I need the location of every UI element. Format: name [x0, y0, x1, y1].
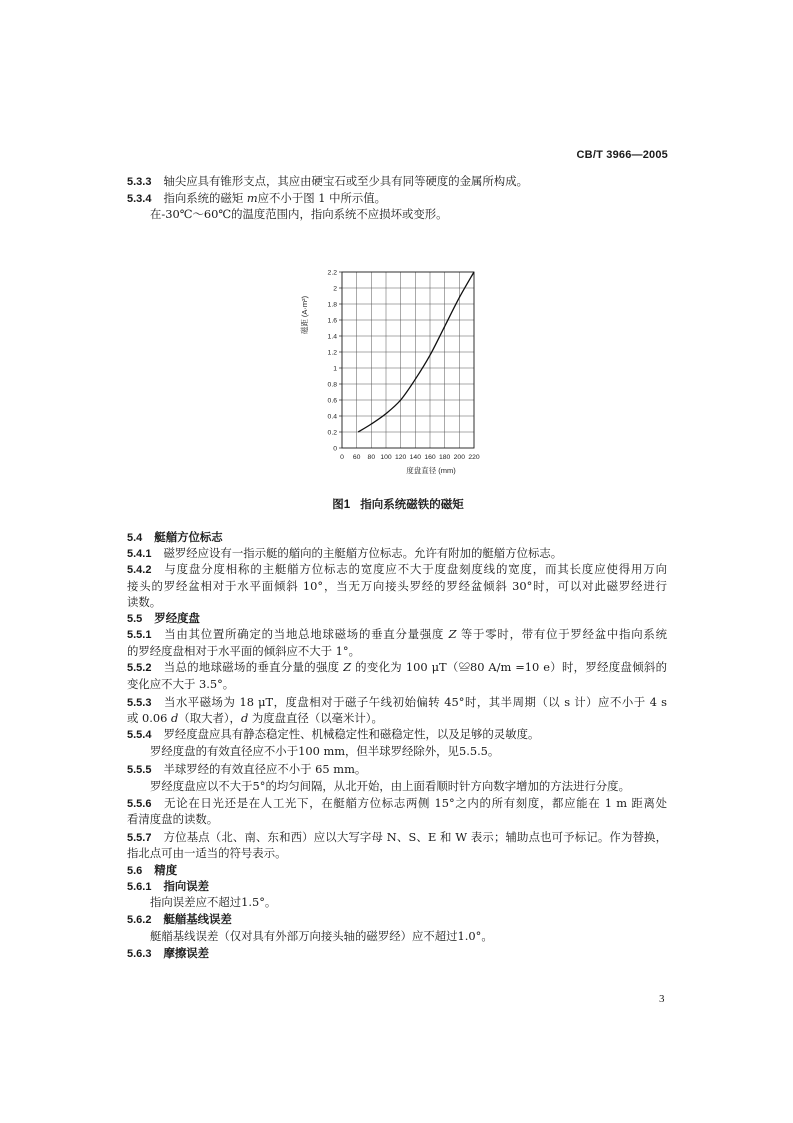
- clause-text: 艇艏基线误差（仅对具有外部万向接头轴的磁罗经）应不超过1.0°。: [150, 929, 493, 943]
- clause-5-5-6-line2: [127, 811, 667, 828]
- y-tick-label: 1: [333, 365, 337, 373]
- clause-number: 5.5.1: [127, 629, 152, 641]
- clause-5-5-6: [127, 795, 667, 812]
- clause-text: 指北点可由一适当的符号表示。: [127, 846, 287, 860]
- clause-text: 为度盘直径（以毫米计）。: [248, 711, 383, 725]
- clause-text: 方位基点（北、南、东和西）应以大写字母 N、S、E 和 W 表示；辅助点也可予标记。作为替换，: [163, 830, 667, 844]
- page-number: 3: [659, 993, 665, 1005]
- clause-text: 的变化为 100 μT（≌80 A/m =10 e）时，罗经度盘倾斜的: [351, 660, 667, 674]
- clause-number: 5.3.3: [127, 176, 152, 188]
- clause-5-5-4: [127, 726, 667, 743]
- y-tick-label: 0: [333, 445, 337, 453]
- standard-code: CB/T 3966—2005: [576, 149, 668, 161]
- clause-text: 应不小于图 1 中所示值。: [257, 191, 387, 205]
- section-number: 5.6.3: [127, 948, 152, 960]
- y-tick-label: 2.2: [327, 269, 337, 277]
- clause-5-5-5: [127, 761, 667, 778]
- section-title: 罗经度盘: [154, 611, 200, 625]
- clause-number: 5.5.7: [127, 832, 152, 844]
- y-tick-label: 1.6: [327, 317, 337, 325]
- section-5-6-heading: [127, 862, 667, 879]
- clause-5-5-4-diameter: [150, 743, 667, 760]
- clause-text: 轴尖应具有锥形支点，其应由硬宝石或至少具有同等硬度的金属所构成。: [163, 174, 528, 188]
- x-axis-title: 度盘直径 (mm): [406, 466, 456, 475]
- x-tick-label: 180: [438, 454, 451, 461]
- clause-5-3-4-temperature: [150, 206, 667, 223]
- section-5-6-3-heading: [127, 945, 667, 962]
- y-axis-title: 磁距 (A·m²): [300, 295, 309, 335]
- clause-number: 5.3.4: [127, 193, 152, 205]
- clause-5-5-3: [127, 694, 667, 711]
- figure-caption-text: 指向系统磁铁的磁矩: [360, 497, 464, 511]
- clause-text: 在-30℃～60℃的温度范围内，指向系统不应损坏或变形。: [150, 207, 448, 221]
- section-number: 5.5: [127, 613, 143, 625]
- y-tick-label: 1.8: [327, 301, 337, 309]
- clause-text: 指向系统的磁矩: [163, 191, 247, 205]
- clause-number: 5.5.2: [127, 662, 152, 674]
- y-tick-label: 0.2: [327, 429, 337, 437]
- x-tick-label: 100: [380, 454, 392, 461]
- clause-5-5-1: [127, 626, 667, 643]
- section-title: 精度: [154, 863, 178, 877]
- clause-5-5-5-graduation: [150, 778, 667, 795]
- x-tick-label: 200: [453, 454, 466, 461]
- clause-5-5-7: [127, 829, 667, 846]
- x-tick-label: 0: [340, 454, 344, 461]
- clause-5-3-4: [127, 190, 667, 207]
- clause-text: 磁罗经应设有一指示艇的艏向的主艇艏方位标志。允许有附加的艇艏方位标志。: [163, 546, 563, 560]
- y-tick-label: 1.2: [327, 349, 337, 357]
- clause-5-5-3-line2: [127, 710, 667, 727]
- clause-5-5-2: [127, 659, 667, 676]
- clause-text: 与度盘分度相称的主艇艏方位标志的宽度应不大于度盘刻度线的宽度，而其长度应使得用万向: [163, 562, 667, 576]
- clause-number: 5.4.2: [127, 564, 152, 576]
- clause-text: 罗经度盘应具有静态稳定性、机械稳定性和磁稳定性，以及足够的灵敏度。: [163, 727, 540, 741]
- chart-grid: [342, 272, 474, 448]
- section-title: 艇艏基线误差: [163, 912, 232, 926]
- y-tick-label: 0.6: [327, 397, 337, 405]
- symbol-z: Z: [448, 627, 457, 641]
- x-tick-label: 220: [468, 454, 480, 461]
- x-tick-label: 60: [352, 454, 361, 461]
- clause-5-4-2-line2: [127, 578, 667, 595]
- clause-text: 当由其位置所确定的当地总地球磁场的垂直分量强度: [163, 627, 449, 641]
- symbol-z: Z: [343, 660, 352, 674]
- x-tick-label: 80: [367, 454, 376, 461]
- section-number: 5.6.2: [127, 914, 152, 926]
- x-tick-label: 160: [424, 454, 436, 461]
- clause-5-6-1: [150, 894, 667, 911]
- clause-5-5-1-line2: [127, 643, 667, 660]
- section-title: 摩擦误差: [163, 946, 210, 960]
- clause-text: 读数。: [127, 595, 162, 609]
- clause-text: 等于零时，带有位于罗经盆中指向系统: [456, 627, 667, 641]
- symbol-d: d: [171, 711, 179, 725]
- x-tick-label: 120: [394, 454, 407, 461]
- section-title: 艇艏方位标志: [154, 530, 223, 544]
- magnetic-moment-chart: [290, 258, 500, 484]
- section-5-4-heading: [127, 529, 667, 546]
- clause-5-5-2-line2: [127, 676, 667, 693]
- x-tick-label: 140: [409, 454, 422, 461]
- clause-number: 5.4.1: [127, 548, 152, 560]
- clause-text: 指向误差应不超过1.5°。: [150, 895, 277, 909]
- clause-number: 5.5.6: [127, 798, 152, 810]
- clause-5-4-1: [127, 545, 667, 562]
- symbol-m: m: [246, 191, 258, 205]
- section-number: 5.6.1: [127, 881, 152, 893]
- clause-5-6-2: [150, 928, 667, 945]
- clause-number: 5.5.5: [127, 764, 152, 776]
- y-tick-label: 0.8: [327, 381, 337, 389]
- clause-5-5-7-line2: [127, 845, 667, 862]
- clause-text: 接头的罗经盆相对于水平面倾斜 10°，当无万向接头罗经的罗经盆倾斜 30°时，可以对此磁罗经进行: [127, 579, 667, 593]
- clause-5-4-2: [127, 561, 667, 578]
- clause-text: 变化应不大于 3.5°。: [127, 677, 235, 691]
- section-number: 5.4: [127, 532, 143, 544]
- section-5-5-heading: [127, 610, 667, 627]
- section-5-6-2-heading: [127, 911, 667, 928]
- clause-text: 当水平磁场为 18 μT，度盘相对于磁子午线初始偏转 45°时，其半周期（以 s 计）应不小于 4 s: [163, 695, 667, 709]
- plot-frame: [342, 272, 474, 448]
- clause-text: 罗经度盘应以不大于5°的均匀间隔，从北开始，由上面看顺时针方向数字增加的方法进行分度。: [150, 779, 630, 793]
- clause-text: 罗经度盘的有效直径应不小于100 mm，但半球罗经除外，见5.5.5。: [150, 744, 500, 758]
- clause-5-4-2-line3: [127, 594, 667, 611]
- figure-caption: [248, 496, 548, 512]
- symbol-d: d: [240, 711, 249, 725]
- clause-text: 的罗经度盘相对于水平面的倾斜应不大于 1°。: [127, 644, 360, 658]
- figure-number: 图1: [332, 499, 351, 511]
- clause-text: 半球罗经的有效直径应不小于 65 mm。: [163, 762, 367, 776]
- clause-text: 或 0.06: [127, 711, 171, 725]
- y-tick-label: 0.4: [327, 413, 337, 421]
- clause-text: 看清度盘的读数。: [127, 812, 219, 826]
- clause-text: 无论在日光还是在人工光下，在艇艏方位标志两侧 15°之内的所有刻度，都应能在 1 m 距离处: [163, 796, 667, 810]
- clause-number: 5.5.3: [127, 697, 152, 709]
- section-5-6-1-heading: [127, 878, 667, 895]
- section-title: 指向误差: [163, 879, 210, 893]
- section-number: 5.6: [127, 865, 143, 877]
- chart-ticks: [328, 269, 480, 461]
- clause-number: 5.5.4: [127, 729, 152, 741]
- y-tick-label: 2: [333, 285, 337, 293]
- y-tick-label: 1.4: [327, 333, 337, 341]
- clause-text: 当总的地球磁场的垂直分量的强度: [163, 660, 344, 674]
- clause-5-3-3: [127, 173, 667, 190]
- clause-text: （取大者），: [178, 711, 241, 725]
